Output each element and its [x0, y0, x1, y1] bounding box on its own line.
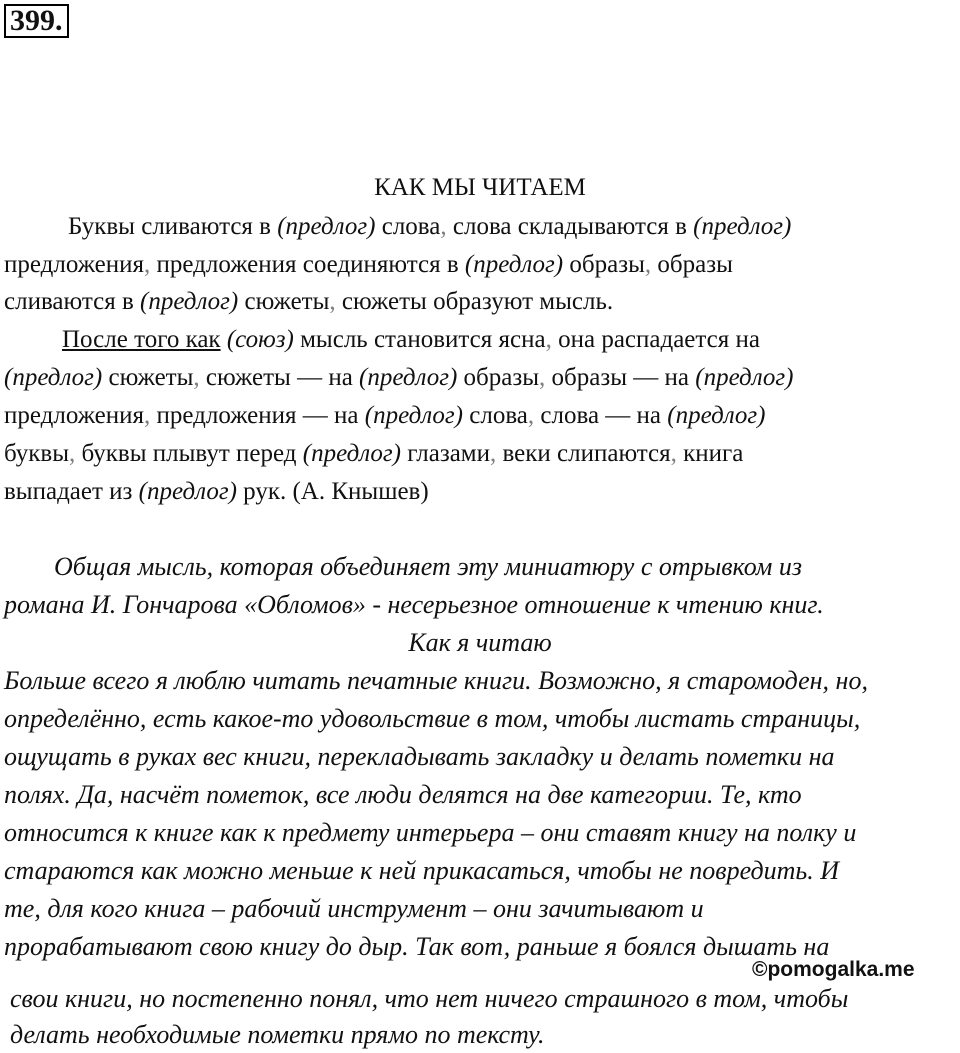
pos-label: (предлог): [667, 402, 766, 429]
text-segment: Буквы сливаются в: [68, 213, 278, 240]
site-watermark: ©pomogalka.me: [752, 958, 915, 981]
answer-line: свои книги, но постепенно понял, что нет ничего страшного в том, чтобы: [10, 984, 849, 1013]
text-segment: буквы: [4, 440, 70, 467]
text-segment: предложения соединяются в: [150, 251, 465, 278]
text-line-7: [4, 438, 743, 470]
answer-line: ощущать в руках вес книги, перекладывать закладку и делать пометки на: [4, 742, 835, 771]
comma-mark: ,: [144, 251, 151, 278]
text-line-6: [4, 400, 766, 432]
text-segment: сюжеты: [238, 288, 330, 315]
text-title: КАК МЫ ЧИТАЕМ: [374, 174, 586, 201]
text-segment: книга: [676, 440, 744, 467]
text-line-5: [4, 362, 793, 394]
pos-label: (предлог): [302, 440, 402, 467]
answer-line: прорабатывают свою книгу до дыр. Так вот, раньше я боялся дышать на: [4, 932, 830, 961]
text-segment: предложения: [4, 402, 145, 429]
text-segment: сюжеты образуют мысль.: [335, 288, 614, 315]
text-segment: сливаются в: [4, 288, 140, 315]
answer-line: Общая мысль, которая объединяет эту миниатюру с отрывком из: [54, 552, 802, 581]
answer-subtitle: Как я читаю: [408, 628, 552, 657]
comma-mark: ,: [527, 402, 535, 429]
answer-line: полях. Да, насчёт пометок, все люди делятся на две категории. Те, кто: [4, 780, 802, 809]
text-segment: слова: [375, 213, 441, 240]
text-segment: мысль становится ясна: [293, 326, 546, 353]
text-segment: слова складываются в: [446, 213, 694, 240]
answer-line: стараются как можно меньше к ней прикасаться, чтобы не повредить. И: [4, 856, 839, 885]
text-segment: буквы плывут перед: [75, 440, 303, 467]
text-segment: сюжеты: [102, 364, 194, 391]
pos-label: (предлог): [4, 364, 103, 391]
pos-label: (предлог): [277, 213, 376, 240]
text-segment: предложения: [4, 251, 145, 278]
text-line-4: [62, 324, 760, 356]
text-segment: образы: [651, 251, 733, 278]
text-segment: образы: [457, 364, 540, 391]
comma-mark: ,: [440, 213, 447, 240]
text-segment: образы: [563, 251, 645, 278]
comma-mark: ,: [490, 440, 497, 467]
answer-line: те, для кого книга – рабочий инструмент – они зачитывают и: [4, 894, 704, 923]
comma-mark: ,: [670, 440, 677, 467]
pos-label: (предлог): [695, 364, 794, 391]
pos-label: (предлог): [693, 213, 792, 240]
comma-mark: ,: [193, 364, 200, 391]
comma-mark: ,: [545, 326, 552, 353]
answer-line: относится к книге как к предмету интерьера – они ставят книгу на полку и: [4, 818, 857, 847]
answer-line: делать необходимые пометки прямо по тексту.: [10, 1020, 545, 1049]
text-segment: глазами: [401, 440, 490, 467]
text-segment: предложения — на: [150, 402, 365, 429]
comma-mark: ,: [329, 288, 336, 315]
comma-mark: ,: [539, 364, 546, 391]
comma-mark: ,: [144, 402, 151, 429]
pos-label: (предлог): [138, 478, 237, 505]
text-segment: слова — на: [534, 402, 668, 429]
text-segment: слова: [463, 402, 528, 429]
answer-line: определённо, есть какое-то удовольствие в том, чтобы листать страницы,: [4, 704, 861, 733]
text-segment: образы — на: [545, 364, 696, 391]
text-segment: рук. (А. Кнышев): [236, 478, 429, 505]
text-segment: сюжеты — на: [199, 364, 360, 391]
pos-label: (предлог): [359, 364, 458, 391]
text-segment: веки слипаются: [496, 440, 671, 467]
pos-label: (союз): [226, 326, 294, 353]
text-segment: она распадается на: [551, 326, 760, 353]
exercise-number: 399.: [4, 4, 69, 38]
comma-mark: ,: [644, 251, 652, 278]
text-segment: выпадает из: [4, 478, 139, 505]
answer-line: романа И. Гончарова «Обломов» - несерьезное отношение к чтению книг.: [4, 590, 824, 619]
text-line-1: [68, 211, 791, 243]
text-line-8: [4, 476, 429, 508]
comma-mark: ,: [69, 440, 76, 467]
answer-line: Больше всего я люблю читать печатные книги. Возможно, я старомоден, но,: [4, 666, 868, 695]
text-line-2: [4, 249, 733, 281]
pos-label: (предлог): [364, 402, 463, 429]
text-line-3: [4, 286, 613, 318]
underlined-conjunction: После того как: [62, 326, 221, 353]
pos-label: (предлог): [464, 251, 564, 278]
pos-label: (предлог): [140, 288, 239, 315]
